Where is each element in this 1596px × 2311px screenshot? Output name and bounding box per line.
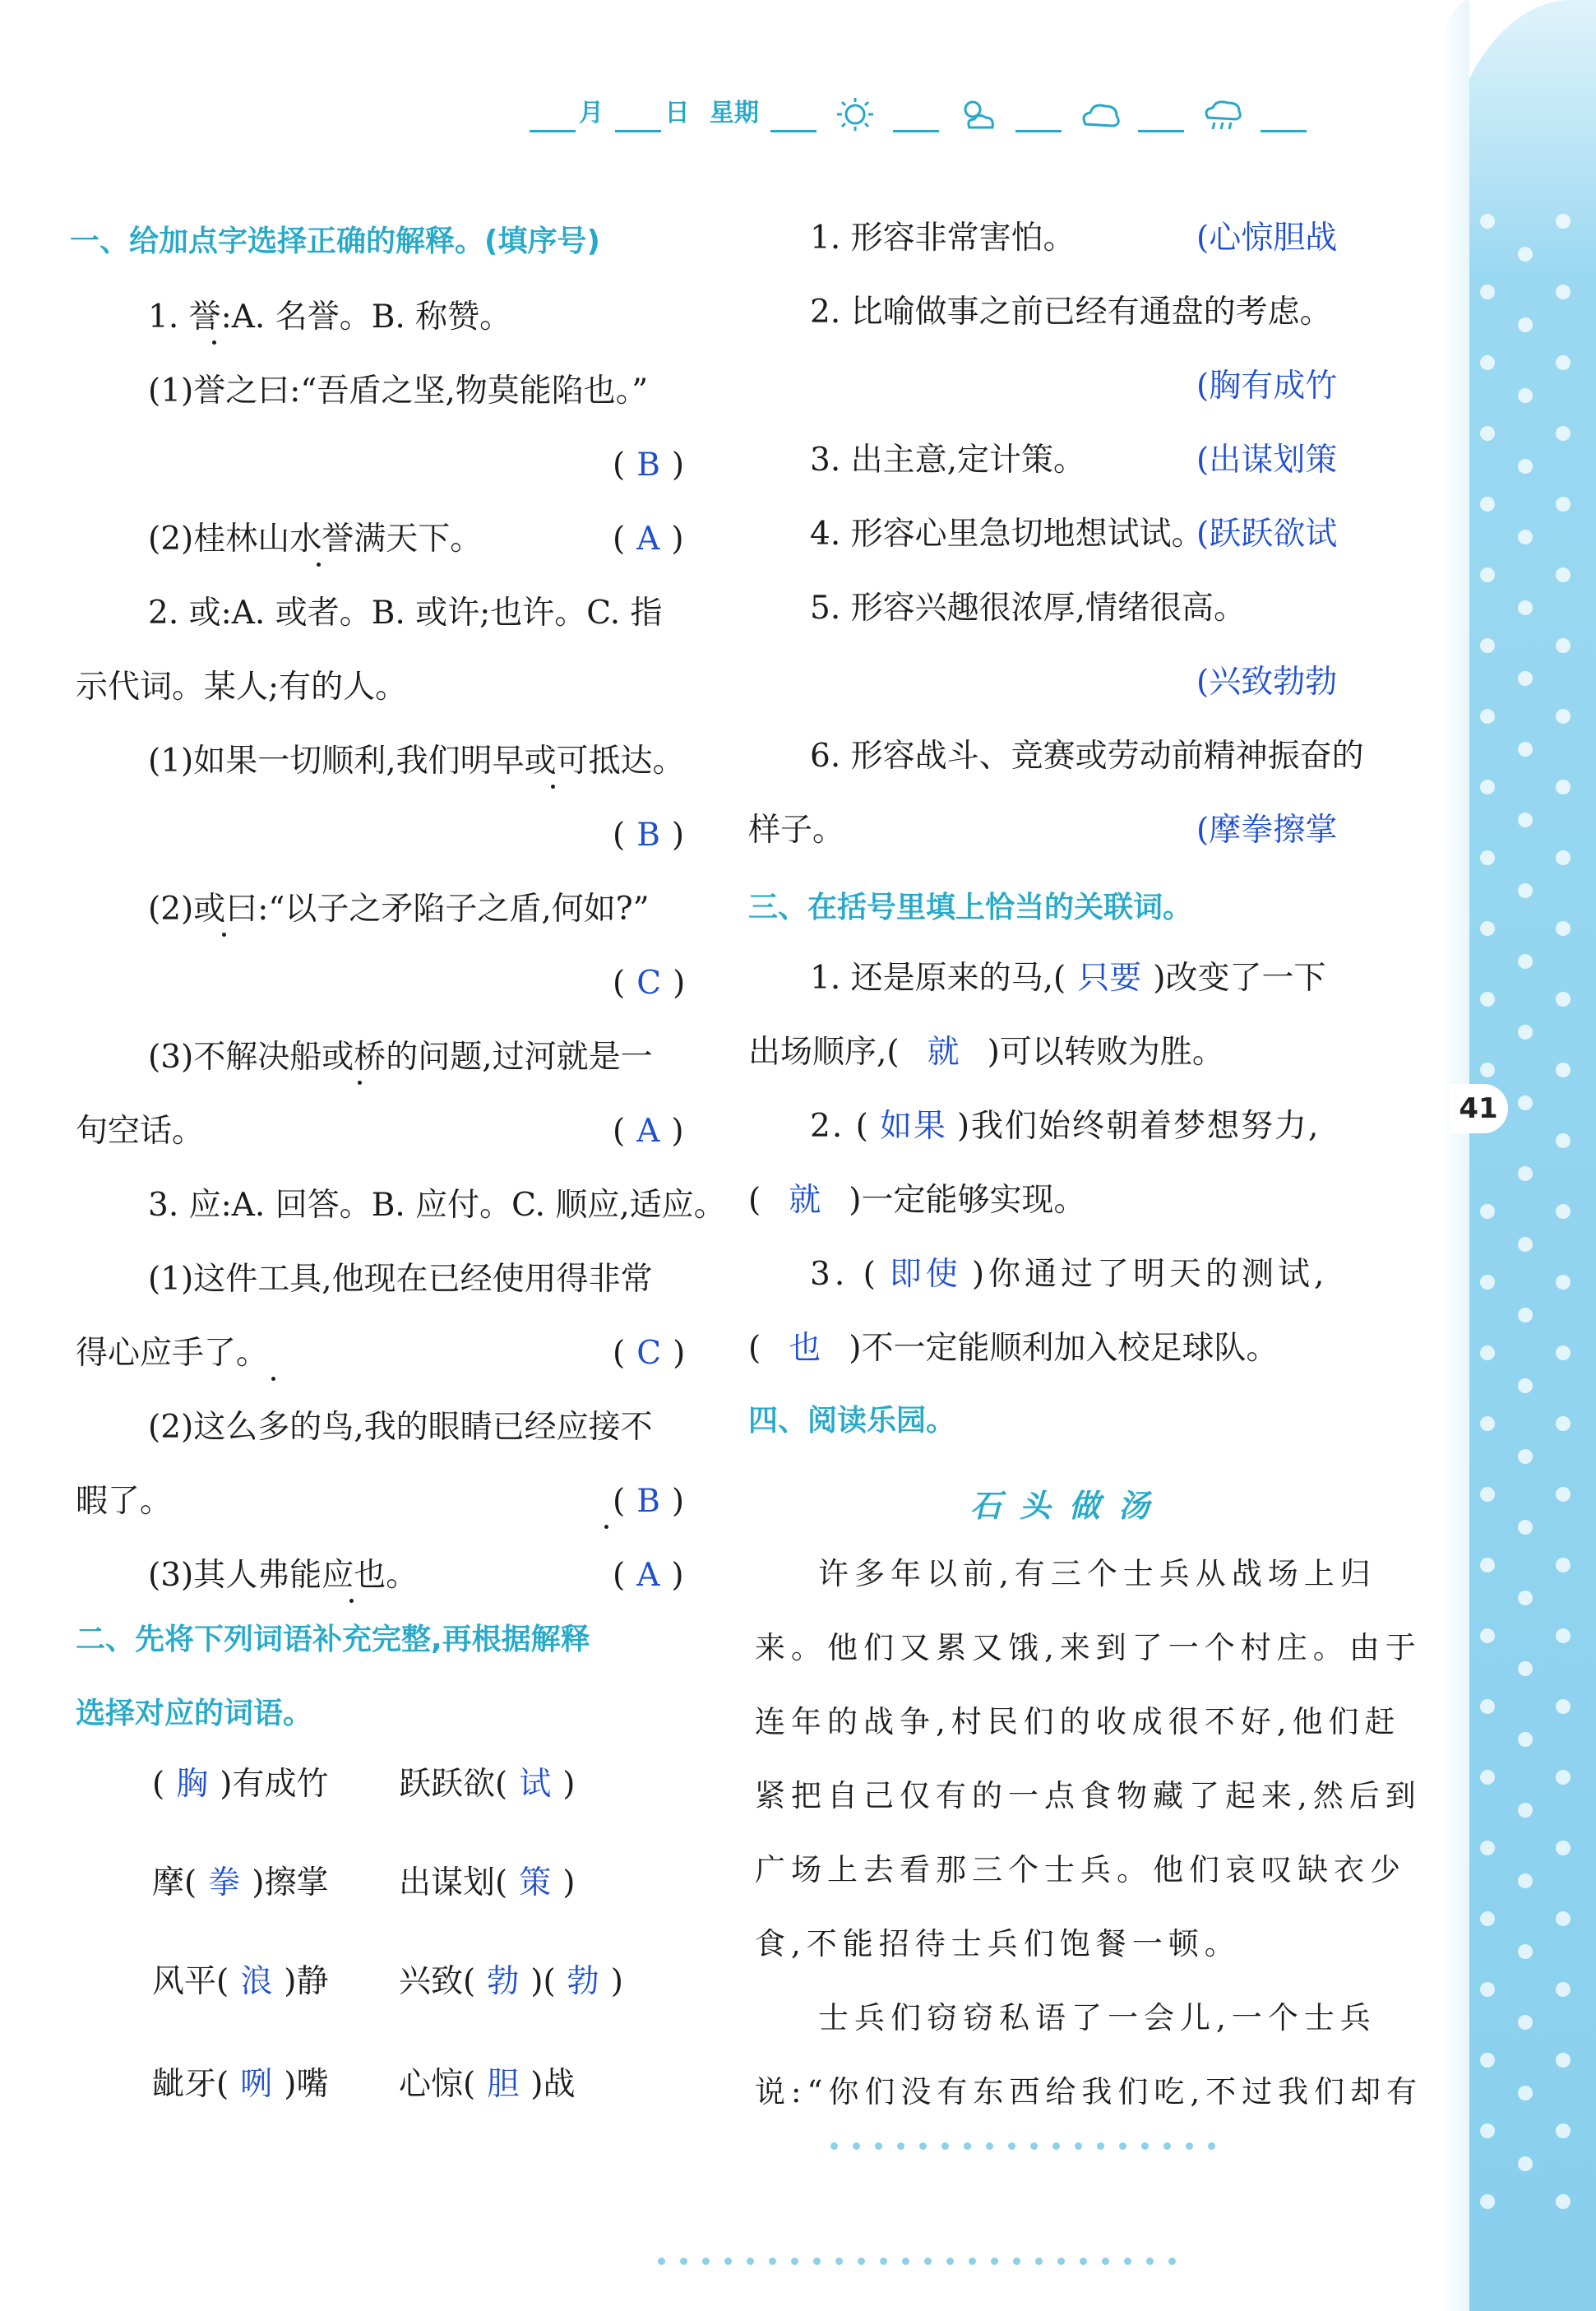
story-line: 许多年以前,有三个士兵从战场上归 (818, 1556, 1376, 1591)
footer-dot (902, 2258, 909, 2265)
section-2-title-line2: 选择对应的词语。 (76, 1697, 313, 1730)
footer-dot (924, 2258, 932, 2265)
s1-answer-paren (613, 1483, 685, 1520)
s3-line-3 (810, 1108, 1321, 1145)
s3-line-2 (748, 1034, 1224, 1071)
footer-dot (941, 2142, 949, 2150)
paw-print (1518, 1873, 1533, 1888)
paw-print (1480, 355, 1495, 370)
paw-print (1518, 388, 1533, 403)
paw-print (1518, 1237, 1533, 1252)
paw-print (1556, 1628, 1571, 1643)
s1-line: (2)这么多的鸟,我的眼睛已经应接不 (148, 1409, 653, 1446)
paw-print (1556, 497, 1571, 512)
paren-open: ( (613, 1113, 626, 1150)
s3-line-6 (748, 1330, 1279, 1367)
month-blank (530, 107, 576, 132)
weather-blank-2 (1015, 107, 1062, 132)
paw-print (1518, 1944, 1533, 1959)
paw-print (1480, 921, 1495, 936)
footer-dot (724, 2258, 732, 2265)
paren-open: ( (613, 1557, 626, 1594)
footer-dot (946, 2258, 954, 2265)
s3-text: 1. 还是原来的马,( (810, 960, 1066, 997)
paren-close: ) (671, 521, 684, 558)
s1-answer-paren (613, 965, 686, 1002)
paw-print (1480, 638, 1495, 653)
footer-dot (702, 2258, 710, 2265)
footer-dot (830, 2142, 838, 2150)
footer-dot (813, 2258, 821, 2265)
footer-dot (658, 2258, 665, 2265)
footer-dot (969, 2258, 976, 2265)
s1-answer: B (636, 447, 660, 484)
s1-answer: B (636, 817, 660, 854)
paren-close: ) (671, 447, 685, 484)
paw-print (1480, 992, 1495, 1007)
s3-line-5 (810, 1256, 1329, 1293)
paw-print (1518, 530, 1533, 544)
paren-open: ( (613, 817, 626, 854)
word-text: 风平( (152, 1963, 229, 2000)
paw-print (1556, 921, 1571, 936)
word-text: )嘴 (284, 2066, 329, 2103)
section-2-title-line1: 二、先将下列词语补充完整,再根据解释 (76, 1623, 590, 1656)
paw-print (1518, 1661, 1533, 1676)
s1-answer-paren (613, 447, 685, 484)
paw-print (1518, 1025, 1533, 1040)
definition-line: 样子。 (748, 812, 845, 849)
weekday-label: 星期 (709, 99, 759, 127)
footer-dot (919, 2142, 927, 2150)
word-answer: 拳 (208, 1864, 241, 1901)
word-text: 兴致( (399, 1963, 476, 2000)
footer-dots-1 (830, 2142, 1215, 2150)
word-text: 心惊( (399, 2066, 476, 2103)
paw-print (1556, 1063, 1571, 1077)
paw-print (1480, 1487, 1495, 1502)
paw-print (1480, 1699, 1495, 1714)
paw-print (1480, 2123, 1495, 2138)
s1-answer: B (636, 1483, 660, 1520)
word-fill-left (152, 2066, 329, 2103)
paw-print (1518, 1308, 1533, 1322)
word-text: )战 (530, 2066, 576, 2103)
paw-print (1480, 1982, 1495, 1997)
s3-answer: 就 (789, 1182, 821, 1219)
paw-print (1480, 850, 1495, 865)
paw-print (1518, 600, 1533, 615)
s1-line: (2)桂林山水誉满天下。 (148, 521, 483, 558)
paw-print (1556, 1345, 1571, 1360)
word-text: ( (152, 1766, 165, 1803)
s1-answer: C (636, 1335, 662, 1372)
definition-line: 3. 出主意,定计策。 (810, 442, 1086, 479)
paren-close: ) (673, 965, 686, 1002)
word-text: 跃跃欲( (399, 1766, 508, 1803)
paw-print (1518, 2086, 1533, 2100)
definition-answer: (胸有成竹 (1196, 368, 1338, 405)
footer-dot (1119, 2142, 1126, 2150)
definition-answer: (摩拳擦掌 (1196, 812, 1338, 849)
s1-line: 2. 或:A. 或者。B. 或许;也许。C. 指 (148, 595, 663, 632)
word-fill-right (399, 1766, 576, 1803)
footer-dot (986, 2142, 993, 2150)
s1-line: 句空话。 (76, 1113, 205, 1150)
word-text: )( (530, 1963, 556, 2000)
paw-print (1480, 285, 1495, 299)
s3-text: )我们始终朝着梦想努力, (956, 1108, 1321, 1145)
s1-line: 示代词。某人;有的人。 (76, 669, 408, 706)
paw-print (1480, 1558, 1495, 1572)
word-text: 龇牙( (152, 2066, 229, 2103)
paw-print (1518, 1095, 1533, 1110)
s1-line: (3)其人弗能应也。 (148, 1557, 419, 1594)
paw-print (1518, 317, 1533, 332)
paren-close: ) (671, 1557, 684, 1594)
footer-dot (1008, 2142, 1015, 2150)
definition-answer: (出谋划策 (1196, 442, 1338, 479)
footer-dot (1163, 2142, 1171, 2150)
s3-answer: 如果 (879, 1108, 947, 1145)
paw-print (1556, 1204, 1571, 1219)
definition-line: 5. 形容兴趣很浓厚,情绪很高。 (810, 590, 1247, 627)
s1-line: (1)如果一切顺利,我们明早或可抵达。 (148, 743, 685, 780)
story-line: 士兵们窃窃私语了一会儿,一个士兵 (818, 2000, 1376, 2035)
rain-cloud-icon (1200, 96, 1246, 132)
paw-print (1480, 1204, 1495, 1219)
emphasis-dot (212, 340, 216, 345)
paw-print (1480, 1345, 1495, 1360)
paren-open: ( (613, 1335, 626, 1372)
sun-cloud-icon (955, 96, 1001, 132)
s3-text: ( (748, 1330, 761, 1367)
paw-print (1518, 1520, 1533, 1535)
footer-dot (1186, 2142, 1193, 2150)
footer-dot (858, 2258, 865, 2265)
word-text: 摩( (152, 1864, 197, 1901)
emphasis-dot (604, 1525, 608, 1529)
s3-text: )可以转败为胜。 (987, 1034, 1224, 1071)
weather-blank-4 (1261, 107, 1307, 132)
paw-print (1518, 2156, 1533, 2171)
paw-print (1556, 1770, 1571, 1785)
s1-line: (1)誉之曰:“吾盾之坚,物莫能陷也。” (148, 373, 649, 410)
paren-open: ( (613, 1483, 626, 1520)
section-1-title: 一、给加点字选择正确的解释。(填序号) (70, 225, 600, 258)
definition-answer: (跃跃欲试 (1196, 516, 1338, 553)
footer-dot (897, 2142, 904, 2150)
s3-text: )一定能够实现。 (849, 1182, 1086, 1219)
paw-print (1518, 742, 1533, 757)
paw-print (1556, 1133, 1571, 1148)
paw-print (1556, 850, 1571, 865)
paw-print (1518, 1591, 1533, 1605)
day-label: 日 (664, 99, 690, 127)
story-line: 食,不能招待士兵们饱餐一顿。 (755, 1926, 1241, 1961)
definition-line: 1. 形容非常害怕。 (810, 220, 1076, 257)
s1-answer: A (636, 1113, 660, 1150)
emphasis-dot (222, 933, 226, 937)
paw-print (1556, 1275, 1571, 1290)
paw-print (1518, 459, 1533, 474)
s1-answer: A (636, 521, 660, 558)
paw-print (1480, 2053, 1495, 2068)
word-answer: 策 (519, 1864, 552, 1901)
s1-line: (2)或曰:“以子之矛陷子之盾,何如?” (148, 891, 650, 928)
word-answer: 勃 (487, 1963, 520, 2000)
date-header (526, 92, 1310, 132)
side-strip-edge (1440, 0, 1469, 2311)
paw-print (1556, 1699, 1571, 1714)
paw-print (1480, 497, 1495, 512)
word-fill-right (399, 2066, 576, 2103)
s1-line: (3)不解决船或桥的问题,过河就是一 (148, 1039, 653, 1076)
paw-print (1518, 247, 1533, 262)
paw-print (1480, 1770, 1495, 1785)
cloud-icon (1077, 96, 1123, 132)
paw-print (1556, 1982, 1571, 1997)
s1-answer: C (636, 965, 662, 1002)
word-text: ) (610, 1963, 623, 2000)
word-fill-left (152, 1766, 329, 1803)
footer-dot (791, 2258, 798, 2265)
paw-print (1556, 567, 1571, 582)
definition-line: 6. 形容战斗、竞赛或劳动前精神振奋的 (810, 738, 1364, 775)
s1-answer: A (636, 1557, 660, 1594)
paw-print (1480, 2194, 1495, 2209)
s3-answer: 只要 (1077, 960, 1142, 997)
s3-text: 出场顺序,( (748, 1034, 900, 1071)
paw-print (1556, 355, 1571, 370)
s1-answer-paren (613, 817, 685, 854)
definition-answer: (兴致勃勃 (1196, 664, 1338, 701)
paw-print (1518, 1378, 1533, 1393)
paw-print (1556, 1558, 1571, 1572)
paren-close: ) (671, 1113, 684, 1150)
footer-dot (1030, 2142, 1038, 2150)
page-number: 41 (1449, 1084, 1508, 1133)
definition-line: 4. 形容心里急切地想试试。 (810, 516, 1204, 553)
paw-print (1480, 1275, 1495, 1290)
paw-print (1518, 1166, 1533, 1181)
story-line: 连年的战争,村民们的收成很不好,他们赶 (755, 1704, 1401, 1739)
word-text: ) (562, 1766, 576, 1803)
section-4-title: 四、阅读乐园。 (748, 1404, 956, 1438)
paw-print (1480, 1841, 1495, 1855)
footer-dot (1035, 2258, 1043, 2265)
word-answer: 勃 (567, 1963, 599, 2000)
s3-text: )你通过了明天的测试, (971, 1256, 1329, 1293)
s1-line: (1)这件工具,他现在已经使用得非常 (148, 1261, 653, 1298)
paw-print (1556, 1416, 1571, 1431)
story-title: 石头做汤 (970, 1487, 1168, 1524)
paren-open: ( (613, 447, 626, 484)
paw-print (1480, 1416, 1495, 1431)
weekday-blank (770, 107, 817, 132)
word-text: )擦掌 (252, 1864, 329, 1901)
paw-print (1556, 1911, 1571, 1926)
footer-dot (747, 2258, 754, 2265)
emphasis-dot (358, 1081, 362, 1085)
footer-dot (880, 2258, 887, 2265)
s3-text: )不一定能顺利加入校足球队。 (849, 1330, 1279, 1367)
footer-dot (1080, 2258, 1087, 2265)
word-fill-left (152, 1963, 329, 2000)
s1-answer-paren (613, 1113, 684, 1150)
word-text: 出谋划( (399, 1864, 508, 1901)
paw-print (1480, 567, 1495, 582)
footer-dot (964, 2142, 971, 2150)
story-line: 紧把自己仅有的一点食物藏了起来,然后到 (755, 1778, 1422, 1813)
s1-line: 暇了。 (76, 1483, 173, 1520)
word-text: )静 (284, 1963, 329, 2000)
s3-text: 2. ( (810, 1108, 870, 1145)
story-line: 来。他们又累又饿,来到了一个村庄。由于 (755, 1630, 1422, 1665)
weather-blank-3 (1138, 107, 1184, 132)
footer-dot (1052, 2142, 1060, 2150)
paw-print (1518, 1449, 1533, 1464)
paw-print (1518, 671, 1533, 686)
footer-dot (680, 2258, 687, 2265)
s3-answer: 就 (927, 1034, 960, 1071)
definition-line: 2. 比喻做事之前已经有通盘的考虑。 (810, 294, 1332, 331)
s1-line: 得心应手了。 (76, 1335, 269, 1372)
word-answer: 试 (519, 1766, 552, 1803)
paren-close: ) (671, 1483, 685, 1520)
paw-print (1480, 1063, 1495, 1077)
word-fill-left (152, 1864, 329, 1901)
s1-line: 1. 誉:A. 名誉。B. 称赞。 (148, 299, 512, 336)
paw-print (1518, 2015, 1533, 2030)
s3-text: ( (748, 1182, 761, 1219)
word-answer: 咧 (240, 2066, 273, 2103)
s3-line-1 (810, 960, 1326, 997)
footer-dot (1057, 2258, 1065, 2265)
paw-print (1556, 2123, 1571, 2138)
paw-print (1480, 709, 1495, 724)
s3-line-4 (748, 1182, 1086, 1219)
paw-print (1556, 780, 1571, 794)
day-blank (615, 107, 661, 132)
footer-dot (1208, 2142, 1215, 2150)
s3-answer: 即使 (889, 1256, 962, 1293)
paw-print (1480, 214, 1495, 229)
s3-answer: 也 (789, 1330, 821, 1367)
s1-answer-paren (613, 1557, 684, 1594)
emphasis-dot (551, 785, 555, 789)
footer-dot (1013, 2258, 1020, 2265)
paw-print (1480, 1628, 1495, 1643)
footer-dots-2 (658, 2258, 1176, 2265)
emphasis-dot (349, 1599, 354, 1603)
emphasis-dot (271, 1377, 275, 1381)
paw-print (1518, 1803, 1533, 1818)
paw-print (1556, 285, 1571, 299)
s1-answer-paren (613, 1335, 686, 1372)
paren-open: ( (613, 521, 626, 558)
paw-print (1556, 992, 1571, 1007)
side-decoration-strip (1440, 0, 1596, 2311)
story-line: 广场上去看那三个士兵。他们哀叹缺衣少 (755, 1852, 1406, 1887)
footer-dot (1141, 2142, 1149, 2150)
footer-dot (1168, 2258, 1176, 2265)
footer-dot (1097, 2142, 1104, 2150)
sun-icon (832, 96, 878, 132)
s1-line: 3. 应:A. 回答。B. 应付。C. 顺应,适应。 (148, 1187, 726, 1224)
footer-dot (1124, 2258, 1131, 2265)
word-text: )有成竹 (220, 1766, 329, 1803)
footer-dot (1102, 2258, 1109, 2265)
word-text: ) (562, 1864, 576, 1901)
word-answer: 浪 (240, 1963, 273, 2000)
paw-print (1556, 214, 1571, 229)
emphasis-dot (317, 563, 321, 567)
paw-print (1518, 813, 1533, 827)
paw-print (1556, 709, 1571, 724)
paw-print (1480, 780, 1495, 794)
definition-answer: (心惊胆战 (1196, 220, 1338, 257)
footer-dot (991, 2258, 998, 2265)
footer-dot (1146, 2258, 1154, 2265)
paw-print (1518, 1732, 1533, 1747)
footer-dot (769, 2258, 776, 2265)
month-label: 月 (579, 99, 604, 127)
paw-print (1556, 426, 1571, 441)
story-line: 说:“你们没有东西给我们吃,不过我们却有 (755, 2074, 1423, 2110)
paw-print (1518, 883, 1533, 898)
footer-dot (853, 2142, 860, 2150)
s3-text: )改变了一下 (1153, 960, 1326, 997)
s1-answer-paren (613, 521, 684, 558)
footer-dot (1075, 2142, 1082, 2150)
paw-print (1556, 638, 1571, 653)
paw-print (1556, 2053, 1571, 2068)
footer-dot (835, 2258, 843, 2265)
paw-print (1556, 1841, 1571, 1855)
weather-blank-1 (893, 107, 939, 132)
paw-print (1556, 1487, 1571, 1502)
word-fill-right (399, 1963, 623, 2000)
paw-print (1480, 426, 1495, 441)
paren-close: ) (671, 817, 685, 854)
paw-print (1518, 954, 1533, 969)
word-answer: 胸 (176, 1766, 209, 1803)
s3-text: 3. ( (810, 1256, 880, 1293)
section-3-title: 三、在括号里填上恰当的关联词。 (748, 891, 1193, 924)
paw-print (1480, 1911, 1495, 1926)
paren-open: ( (613, 965, 626, 1002)
footer-dot (875, 2142, 882, 2150)
word-fill-right (399, 1864, 576, 1901)
word-answer: 胆 (487, 2066, 520, 2103)
paren-close: ) (673, 1335, 686, 1372)
paw-print (1556, 2194, 1571, 2209)
